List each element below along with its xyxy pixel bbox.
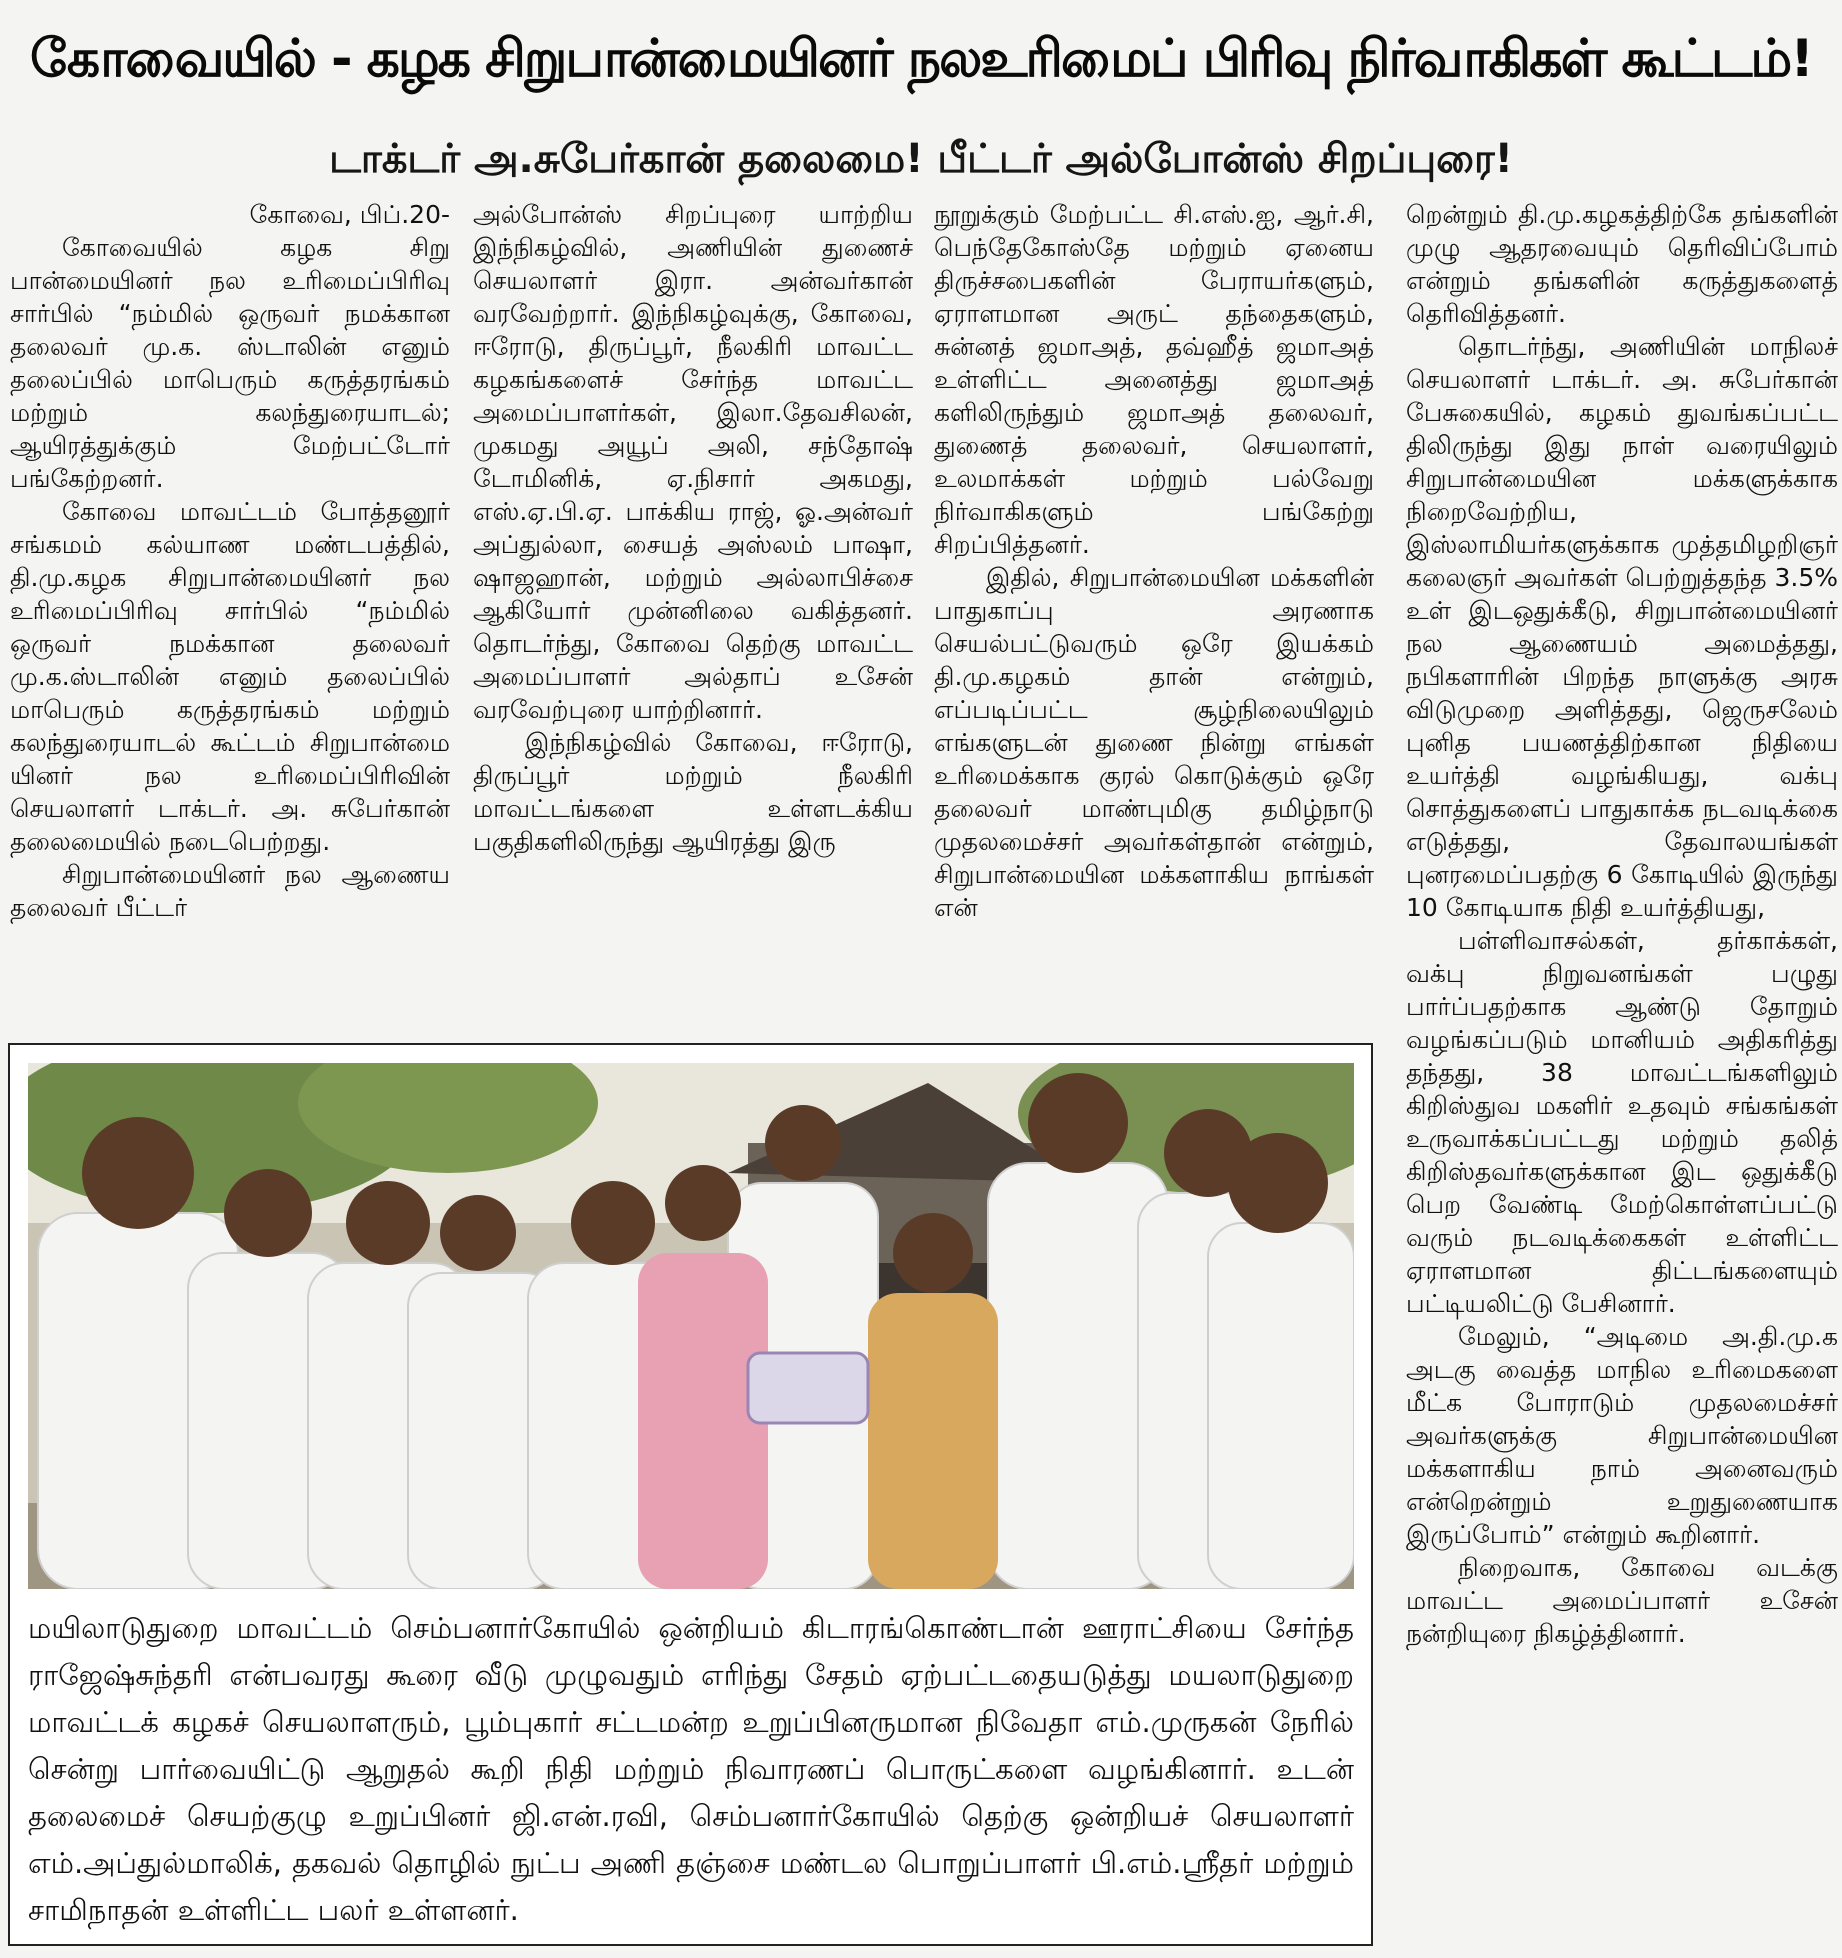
headline: கோவையில் - கழக சிறுபான்மையினர் நலஉரிமைப் பிரிவு நிர்வாகிகள் கூட்டம்! (30, 29, 1812, 89)
article-column-1 (10, 198, 450, 1034)
paragraph: இதில், சிறுபான்மையின மக்களின் பாதுகாப்பு அரணாக செயல்பட்டுவரும் ஒரே இயக்கம் தி.மு.கழகம் தான் என்றும், எப்படிப்பட்ட சூழ்நிலையிலும் எங்களுடன் துணை நின்று எங்கள் உரிமைக்காக குரல் கொடுக்கும் ஒரே தலைவர் மாண்புமிகு தமிழ்நாடு முதலமைச்சர் அவர்கள்தான் என்றும், சிறுபான்மையின மக்களாகிய நாங்கள் என் (934, 563, 1374, 922)
paragraph: நூறுக்கும் மேற்பட்ட சி.எஸ்.ஐ, ஆர்.சி, பெந்தேகோஸ்தே மற்றும் ஏனைய திருச்சபைகளின் பேராயர்களும், ஏராளமான அருட் தந்தைகளும், சுன்னத் ஜமாஅத், தவ்ஹீத் ஜமாஅத் உள்ளிட்ட அனைத்து ஜமாஅத் களிலிருந்தும் ஜமாஅத் தலைவர், துணைத் தலைவர், செயலாளர், உலமாக்கள் மற்றும் பல்வேறு நிர்வாகிகளும் பங்கேற்று சிறப்பித்தனர். (934, 200, 1374, 559)
paragraph: சிறுபான்மையினர் நல ஆணைய தலைவர் பீட்டர் (10, 860, 450, 922)
article-column-2 (473, 198, 913, 998)
caption-text: மயிலாடுதுறை மாவட்டம் செம்பனார்கோயில் ஒன்றியம் கிடாரங்கொண்டான் ஊராட்சியை சேர்ந்த ராஜேஷ்சுந்தரி என்பவரது கூரை வீடு முழுவதும் எரிந்து சேதம் ஏற்பட்டதையடுத்து மயலாடுதுறை மாவட்டக் கழகச் செயலாளரும், பூம்புகார் சட்டமன்ற உறுப்பினருமான நிவேதா எம்.முருகன் நேரில் சென்று பார்வையிட்டு ஆறுதல் கூறி நிதி மற்றும் நிவாரணப் பொருட்களை வழங்கினார். உடன் தலைமைச் செயற்குழு உறுப்பினர் ஜி.என்.ரவி, செம்பனார்கோயில் தெற்கு ஒன்றியச் செயலாளர் எம்.அப்துல்மாலிக், தகவல் தொழில் நுட்ப அணி தஞ்சை மண்டல பொறுப்பாளர் பி.எம்.ஸ்ரீதர் மற்றும் சாமிநாதன் உள்ளிட்ட பலர் உள்ளனர். (28, 1611, 1354, 1927)
paragraph: கோவையில் கழக சிறு பான்மையினர் நல உரிமைப்பிரிவு சார்பில் “நம்மில் ஒருவர் நமக்கான தலைவர் மு.க. ஸ்டாலின் எனும் தலைப்பில் மாபெரும் கருத்தரங்கம் மற்றும் கலந்துரையாடல்; ஆயிரத்துக்கும் மேற்பட்டோர் பங்கேற்றனர். (10, 233, 450, 493)
paragraph: இந்நிகழ்வில் கோவை, ஈரோடு, திருப்பூர் மற்றும் நீலகிரி மாவட்டங்களை உள்ளடக்கிய பகுதிகளிலிருந்து ஆயிரத்து இரு (473, 728, 913, 856)
photo-box (8, 1043, 1373, 1946)
paragraph: றென்றும் தி.மு.கழகத்திற்கே தங்களின் முழு ஆதரவையும் தெரிவிப்போம் என்றும் தங்களின் கருத்துகளைத் தெரிவித்தனர். (1406, 200, 1838, 328)
paragraph: மேலும், “அடிமை அ.தி.மு.க அடகு வைத்த மாநில உரிமைகளை மீட்க போராடும் முதலமைச்சர் அவர்களுக்கு சிறுபான்மையின மக்களாகிய நாம் அனைவரும் என்றென்றும் உறுதுணையாக இருப்போம்” என்றும் கூறினார். (1406, 1322, 1838, 1549)
news-photo (28, 1063, 1354, 1589)
paragraph: பள்ளிவாசல்கள், தர்காக்கள், வக்பு நிறுவனங்கள் பழுது பார்ப்பதற்காக ஆண்டு தோறும் வழங்கப்படும் மானியம் அதிகரித்து தந்தது, 38 மாவட்டங்களிலும் கிறிஸ்துவ மகளிர் உதவும் சங்கங்கள் உருவாக்கப்பட்டது மற்றும் தலித் கிறிஸ்தவர்களுக்கான இட ஒதுக்கீடு பெற வேண்டி மேற்கொள்ளப்பட்டு வரும் நடவடிக்கைகள் உள்ளிட்ட ஏராளமான திட்டங்களையும் பட்டியலிட்டு பேசினார். (1406, 926, 1838, 1318)
paragraph: நிறைவாக, கோவை வடக்கு மாவட்ட அமைப்பாளர் உசேன் நன்றியுரை நிகழ்த்தினார். (1406, 1553, 1838, 1648)
article-column-4 (1406, 198, 1838, 1956)
paragraph: அல்போன்ஸ் சிறப்புரை யாற்றிய இந்நிகழ்வில், அணியின் துணைச் செயலாளர் இரா. அன்வர்கான் வரவேற்றார். இந்நிகழ்வுக்கு, கோவை, ஈரோடு, திருப்பூர், நீலகிரி மாவட்ட கழகங்களைச் சேர்ந்த மாவட்ட அமைப்பாளர்கள், இலா.தேவசிலன், முகமது அயூப் அலி, சந்தோஷ் டோமினிக், ஏ.நிசார் அகமது, எஸ்.ஏ.பி.ஏ. பாக்கிய ராஜ், ஓ.அன்வர் அப்துல்லா, சையத் அஸ்லம் பாஷா, ஷாஜஹான், மற்றும் அல்லாபிச்சை ஆகியோர் முன்னிலை வகித்தனர். தொடர்ந்து, கோவை தெற்கு மாவட்ட அமைப்பாளர் அல்தாப் உசேன் வரவேற்புரை யாற்றினார். (473, 200, 913, 724)
paragraph: கோவை மாவட்டம் போத்தனூர் சங்கமம் கல்யாண மண்டபத்தில், தி.மு.கழக சிறுபான்மையினர் நல உரிமைப்பிரிவு சார்பில் “நம்மில் ஒருவர் நமக்கான தலைவர் மு.க.ஸ்டாலின் எனும் தலைப்பில் மாபெரும் கருத்தரங்கம் மற்றும் கலந்துரையாடல் கூட்டம் சிறுபான்மை யினர் நல உரிமைப்பிரிவின் செயலாளர் டாக்டர். அ. சுபேர்கான் தலைமையில் நடைபெற்றது. (10, 497, 450, 856)
subheadline: டாக்டர் அ.சுபேர்கான் தலைமை! பீட்டர் அல்போன்ஸ் சிறப்புரை! (329, 136, 1513, 182)
photo-caption (28, 1605, 1354, 1935)
paragraph: தொடர்ந்து, அணியின் மாநிலச் செயலாளர் டாக்டர். அ. சுபேர்கான் பேசுகையில், கழகம் துவங்கப்பட்ட திலிருந்து இது நாள் வரையிலும் சிறுபான்மையின மக்களுக்காக நிறைவேற்றிய, இஸ்லாமியர்களுக்காக முத்தமிழறிஞர் கலைஞர் அவர்கள் பெற்றுத்தந்த 3.5% உள் இடஒதுக்கீடு, சிறுபான்மையினர் நல ஆணையம் அமைத்தது, நபிகளாரின் பிறந்த நாளுக்கு அரசு விடுமுறை அளித்தது, ஜெருசலேம் புனித பயணத்திற்கான நிதியை உயர்த்தி வழங்கியது, வக்பு சொத்துகளைப் பாதுகாக்க நடவடிக்கை எடுத்தது, தேவாலயங்கள் புனரமைப்பதற்கு 6 கோடியில் இருந்து 10 கோடியாக நிதி உயர்த்தியது, (1406, 332, 1838, 922)
dateline: கோவை, பிப்.20- (249, 200, 450, 229)
article-column-3 (934, 198, 1374, 998)
